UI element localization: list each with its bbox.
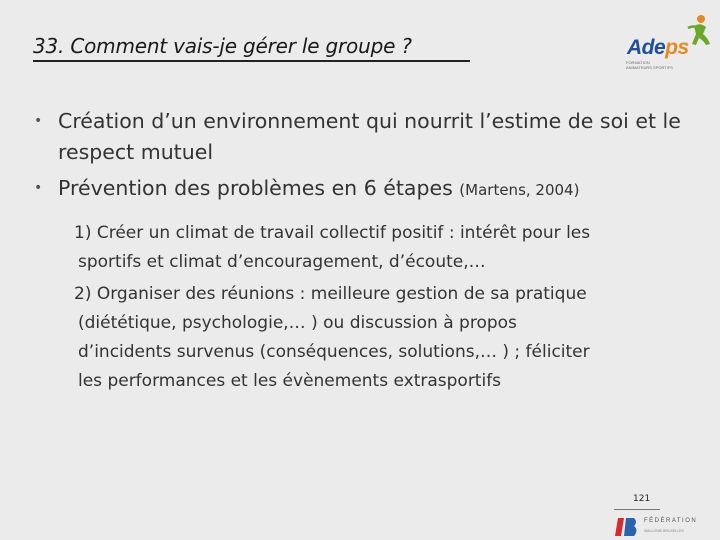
adeps-wordmark: Adeps xyxy=(627,36,689,59)
bullet-item: • Prévention des problèmes en 6 étapes (Martens, 2004) xyxy=(34,173,704,206)
step-line: d’incidents survenus (conséquences, solutions,… ) ; féliciter xyxy=(78,342,590,362)
adeps-logo xyxy=(622,14,714,72)
bullet-dot-icon: • xyxy=(34,180,43,196)
adeps-subtitle: FORMATION ANIMATEURS SPORTIFS xyxy=(626,60,673,70)
federation-subtitle: WALLONIE-BRUXELLES xyxy=(644,529,684,533)
page-number-rule xyxy=(614,509,660,510)
step-line: 1) Créer un climat de travail collectif positif : intérêt pour les xyxy=(74,223,591,243)
step-item xyxy=(76,280,696,396)
step-line: sportifs et climat d’encouragement, d’écoute,… xyxy=(78,252,486,272)
steps-list xyxy=(76,219,696,399)
federation-emblem-icon xyxy=(612,514,640,540)
step-line: 2) Organiser des réunions : meilleure gestion de sa pratique xyxy=(74,284,587,304)
federation-logo xyxy=(612,514,712,540)
step-line: (diététique, psychologie,… ) ou discussion à propos xyxy=(78,313,517,333)
bullet-list xyxy=(34,106,704,211)
citation: (Martens, 2004) xyxy=(459,181,580,199)
page-number: 121 xyxy=(633,494,651,504)
step-item xyxy=(76,219,696,277)
slide-title: 33. Comment vais-je gérer le groupe ? xyxy=(33,34,412,58)
title-underline xyxy=(33,60,470,62)
federation-wordmark: FÉDÉRATION xyxy=(644,518,698,524)
bullet-item: • Création d’un environnement qui nourrit l’estime de soi et le respect mutuel xyxy=(34,106,704,168)
step-line: les performances et les évènements extrasportifs xyxy=(78,371,502,391)
bullet-dot-icon: • xyxy=(34,113,43,129)
